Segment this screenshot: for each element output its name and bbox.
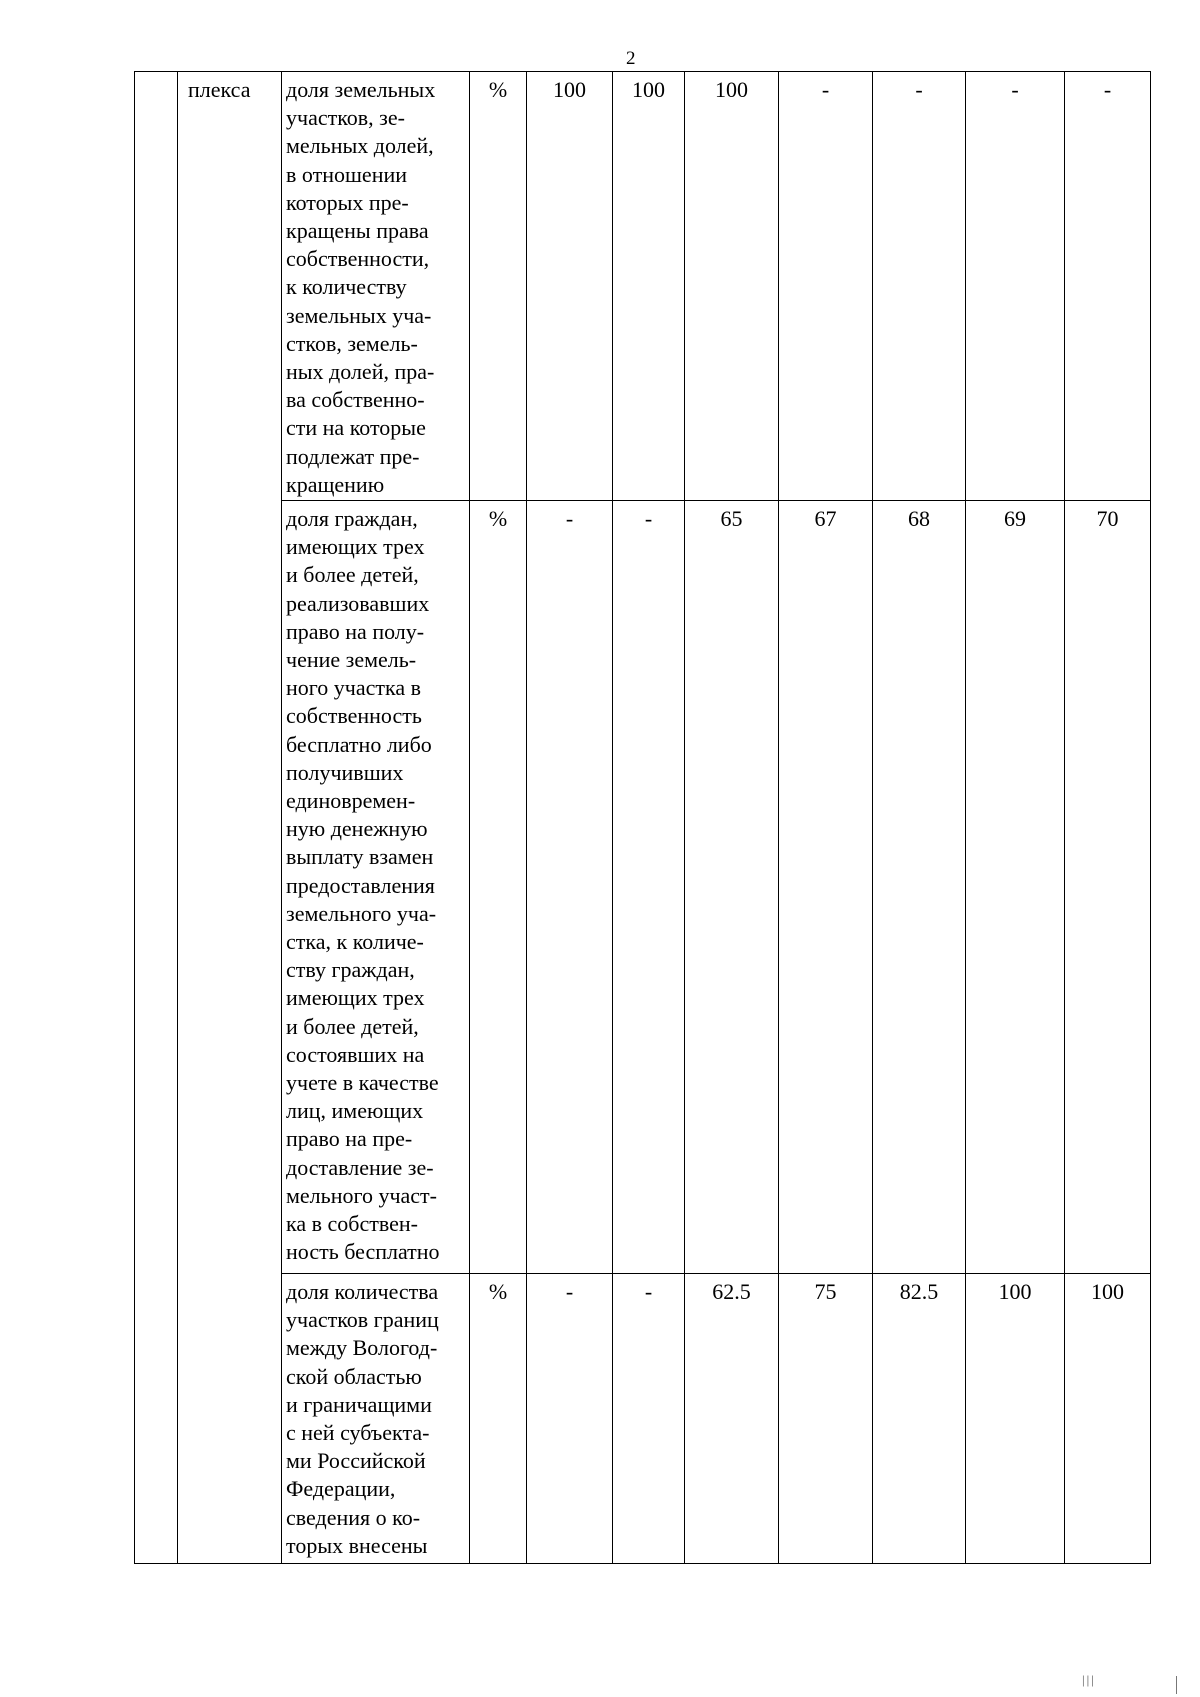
value-cell: - xyxy=(966,72,1065,501)
unit-cell: % xyxy=(470,72,527,501)
scan-artifact-marks: ||| xyxy=(1082,1672,1096,1687)
value-cell: 100 xyxy=(527,72,613,501)
value-cell: 69 xyxy=(966,501,1065,1274)
indicator-description: доля земельных участков, зе- мельных долей, в отношении которых пре- кращены права собственности, к количеству земельных уча- стков, земель- ных долей, пра- ва собственно- сти на которые подлежат пре- кращению xyxy=(282,72,470,501)
value-cell: 70 xyxy=(1065,501,1151,1274)
section-label-cell: плекса xyxy=(178,72,282,1564)
value-cell: - xyxy=(527,501,613,1274)
value-cell: 100 xyxy=(966,1274,1065,1564)
value-cell: 68 xyxy=(873,501,966,1274)
table-row xyxy=(135,72,1151,501)
value-cell: 67 xyxy=(779,501,873,1274)
page-number: 2 xyxy=(626,48,636,69)
value-cell: - xyxy=(1065,72,1151,501)
value-cell: 100 xyxy=(685,72,779,501)
indicator-description: доля количества участков границ между Вологод- ской областью и граничащими с ней субъекта- ми Российской Федерации, сведения о ко- торых внесены xyxy=(282,1274,470,1564)
value-cell: 82.5 xyxy=(873,1274,966,1564)
value-cell: - xyxy=(527,1274,613,1564)
indicators-table xyxy=(134,71,1151,1564)
value-cell: 65 xyxy=(685,501,779,1274)
unit-cell: % xyxy=(470,501,527,1274)
value-cell: 75 xyxy=(779,1274,873,1564)
value-cell: - xyxy=(613,1274,685,1564)
unit-cell: % xyxy=(470,1274,527,1564)
scan-artifact-line xyxy=(1176,1676,1177,1694)
indicator-description: доля граждан, имеющих трех и более детей, реализовавших право на полу- чение земель- ного участка в собственность бесплатно либо получивших единовремен- ную денежную выплату взамен предоставления земельного уча- стка, к количе- ству граждан, имеющих трех и более детей, состоявших на учете в качестве лиц, имеющих право на пре- доставление зе- мельного участ- ка в собствен- ность бесплатно xyxy=(282,501,470,1274)
value-cell: 62.5 xyxy=(685,1274,779,1564)
value-cell: 100 xyxy=(613,72,685,501)
value-cell: - xyxy=(779,72,873,501)
empty-index-cell xyxy=(135,72,178,1564)
table-row xyxy=(135,1274,1151,1564)
table-row xyxy=(135,501,1151,1274)
value-cell: - xyxy=(613,501,685,1274)
value-cell: 100 xyxy=(1065,1274,1151,1564)
value-cell: - xyxy=(873,72,966,501)
